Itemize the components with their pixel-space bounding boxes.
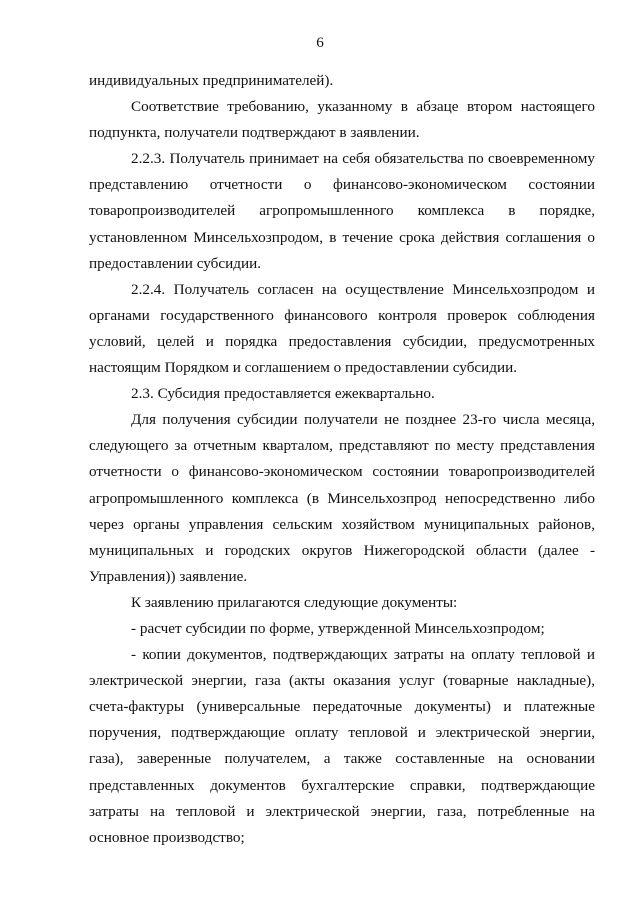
paragraph-application-deadline: Для получения субсидии получатели не позднее 23-го числа месяца, следующего за отчетным кварталом, представляют по месту представления отчетности о финансово-экономическом состоянии товаропроизводителей агропромышленного комплекса (в Минсельхозпрод непосредственно либо через органы управления сельским хозяйством муниципальных районов, муниципальных и городских округов Нижегородской области (далее - Управления)) заявление. <box>89 411 595 585</box>
page-number: 6 <box>316 34 324 51</box>
document-body <box>89 68 595 851</box>
paragraph-2-3: 2.3. Субсидия предоставляется ежеквартально. <box>131 385 435 403</box>
list-item-subsidy-calculation: - расчет субсидии по форме, утвержденной Минсельхозпродом; <box>131 619 545 637</box>
paragraph-2-2-3: 2.2.3. Получатель принимает на себя обязательства по своевременному представлению отчетности о финансово-экономическом состоянии товаропроизводителей агропромышленного комплекса в порядке, установленном Минсельхозпродом, в течение срока действия соглашения о предоставлении субсидии. <box>89 150 595 272</box>
paragraph-2-2-4: 2.2.4. Получатель согласен на осуществление Минсельхозпродом и органами государственного финансового контроля проверок соблюдения условий, целей и порядка предоставления субсидии, предусмотренных настоящим Порядком и соглашением о предоставлении субсидии. <box>89 280 595 377</box>
list-item-document-copies: - копии документов, подтверждающих затраты на оплату тепловой и электрической энергии, газа (акты оказания услуг (товарные накладные), счета-фактуры (универсальные передаточные документы) и платежные поручения, подтверждающие оплату тепловой и электрической энергии, газа), заверенные получателем, а также составленные на основании представленных документов бухгалтерские справки, подтверждающие затраты на тепловой и электрической энергии, газа, потребленные на основное производство; <box>89 646 595 846</box>
paragraph-attached-documents: К заявлению прилагаются следующие документы: <box>131 593 458 611</box>
paragraph-continuation: индивидуальных предпринимателей). <box>89 72 334 89</box>
paragraph-compliance: Соответствие требованию, указанному в абзаце втором настоящего подпункта, получатели подтверждают в заявлении. <box>89 98 595 142</box>
